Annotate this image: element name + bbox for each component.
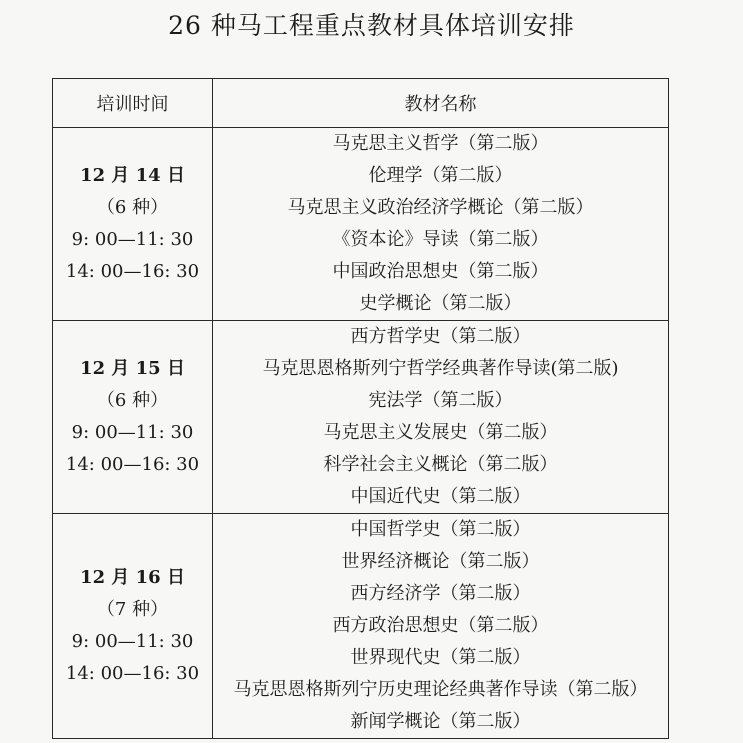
session-afternoon: 14: 00—16: 30: [65, 261, 200, 282]
session-time-cell: [53, 321, 213, 514]
book-title: 伦理学（第二版）: [368, 165, 513, 186]
header-row: [53, 79, 669, 128]
header-books: 教材名称: [213, 79, 669, 128]
session-date: 12 月 16 日: [80, 567, 185, 588]
session-time-cell: [53, 514, 213, 739]
session-row: [53, 321, 669, 514]
session-morning: 9: 00—11: 30: [71, 631, 194, 652]
session-count: （6 种）: [96, 390, 169, 411]
schedule-table: [52, 78, 669, 739]
header-time: 培训时间: [53, 79, 213, 128]
session-morning: 9: 00—11: 30: [71, 422, 194, 443]
session-time-cell: [53, 128, 213, 321]
session-books-cell: [213, 128, 669, 321]
book-title: 马克思主义哲学（第二版）: [332, 133, 549, 154]
session-date: 12 月 14 日: [80, 165, 185, 186]
book-title: 马克思恩格斯列宁哲学经典著作导读(第二版): [262, 358, 619, 379]
book-title: 中国近代史（第二版）: [350, 486, 531, 507]
page-title: 26 种马工程重点教材具体培训安排: [168, 11, 575, 40]
book-title: 西方经济学（第二版）: [350, 583, 531, 604]
session-count: （7 种）: [96, 599, 169, 620]
book-title: 马克思主义政治经济学概论（第二版）: [287, 197, 594, 218]
book-title: 科学社会主义概论（第二版）: [323, 454, 558, 475]
session-books-cell: [213, 321, 669, 514]
session-morning: 9: 00—11: 30: [71, 229, 194, 250]
book-title: 史学概论（第二版）: [359, 293, 522, 314]
book-title: 西方政治思想史（第二版）: [332, 615, 549, 636]
book-title: 《资本论》导读（第二版）: [332, 229, 549, 250]
book-title: 西方哲学史（第二版）: [350, 326, 531, 347]
session-row: [53, 128, 669, 321]
book-title: 新闻学概论（第二版）: [350, 711, 531, 732]
book-title: 中国政治思想史（第二版）: [332, 261, 549, 282]
session-count: （6 种）: [96, 197, 169, 218]
session-row: [53, 514, 669, 739]
book-title: 世界经济概论（第二版）: [341, 551, 540, 572]
session-afternoon: 14: 00—16: 30: [65, 454, 200, 475]
session-date: 12 月 15 日: [80, 358, 185, 379]
session-books-cell: [213, 514, 669, 739]
book-title: 世界现代史（第二版）: [350, 647, 531, 668]
book-title: 中国哲学史（第二版）: [350, 519, 531, 540]
session-afternoon: 14: 00—16: 30: [65, 663, 200, 684]
book-title: 马克思恩格斯列宁历史理论经典著作导读（第二版）: [233, 679, 648, 700]
book-title: 宪法学（第二版）: [368, 390, 513, 411]
book-title: 马克思主义发展史（第二版）: [323, 422, 558, 443]
